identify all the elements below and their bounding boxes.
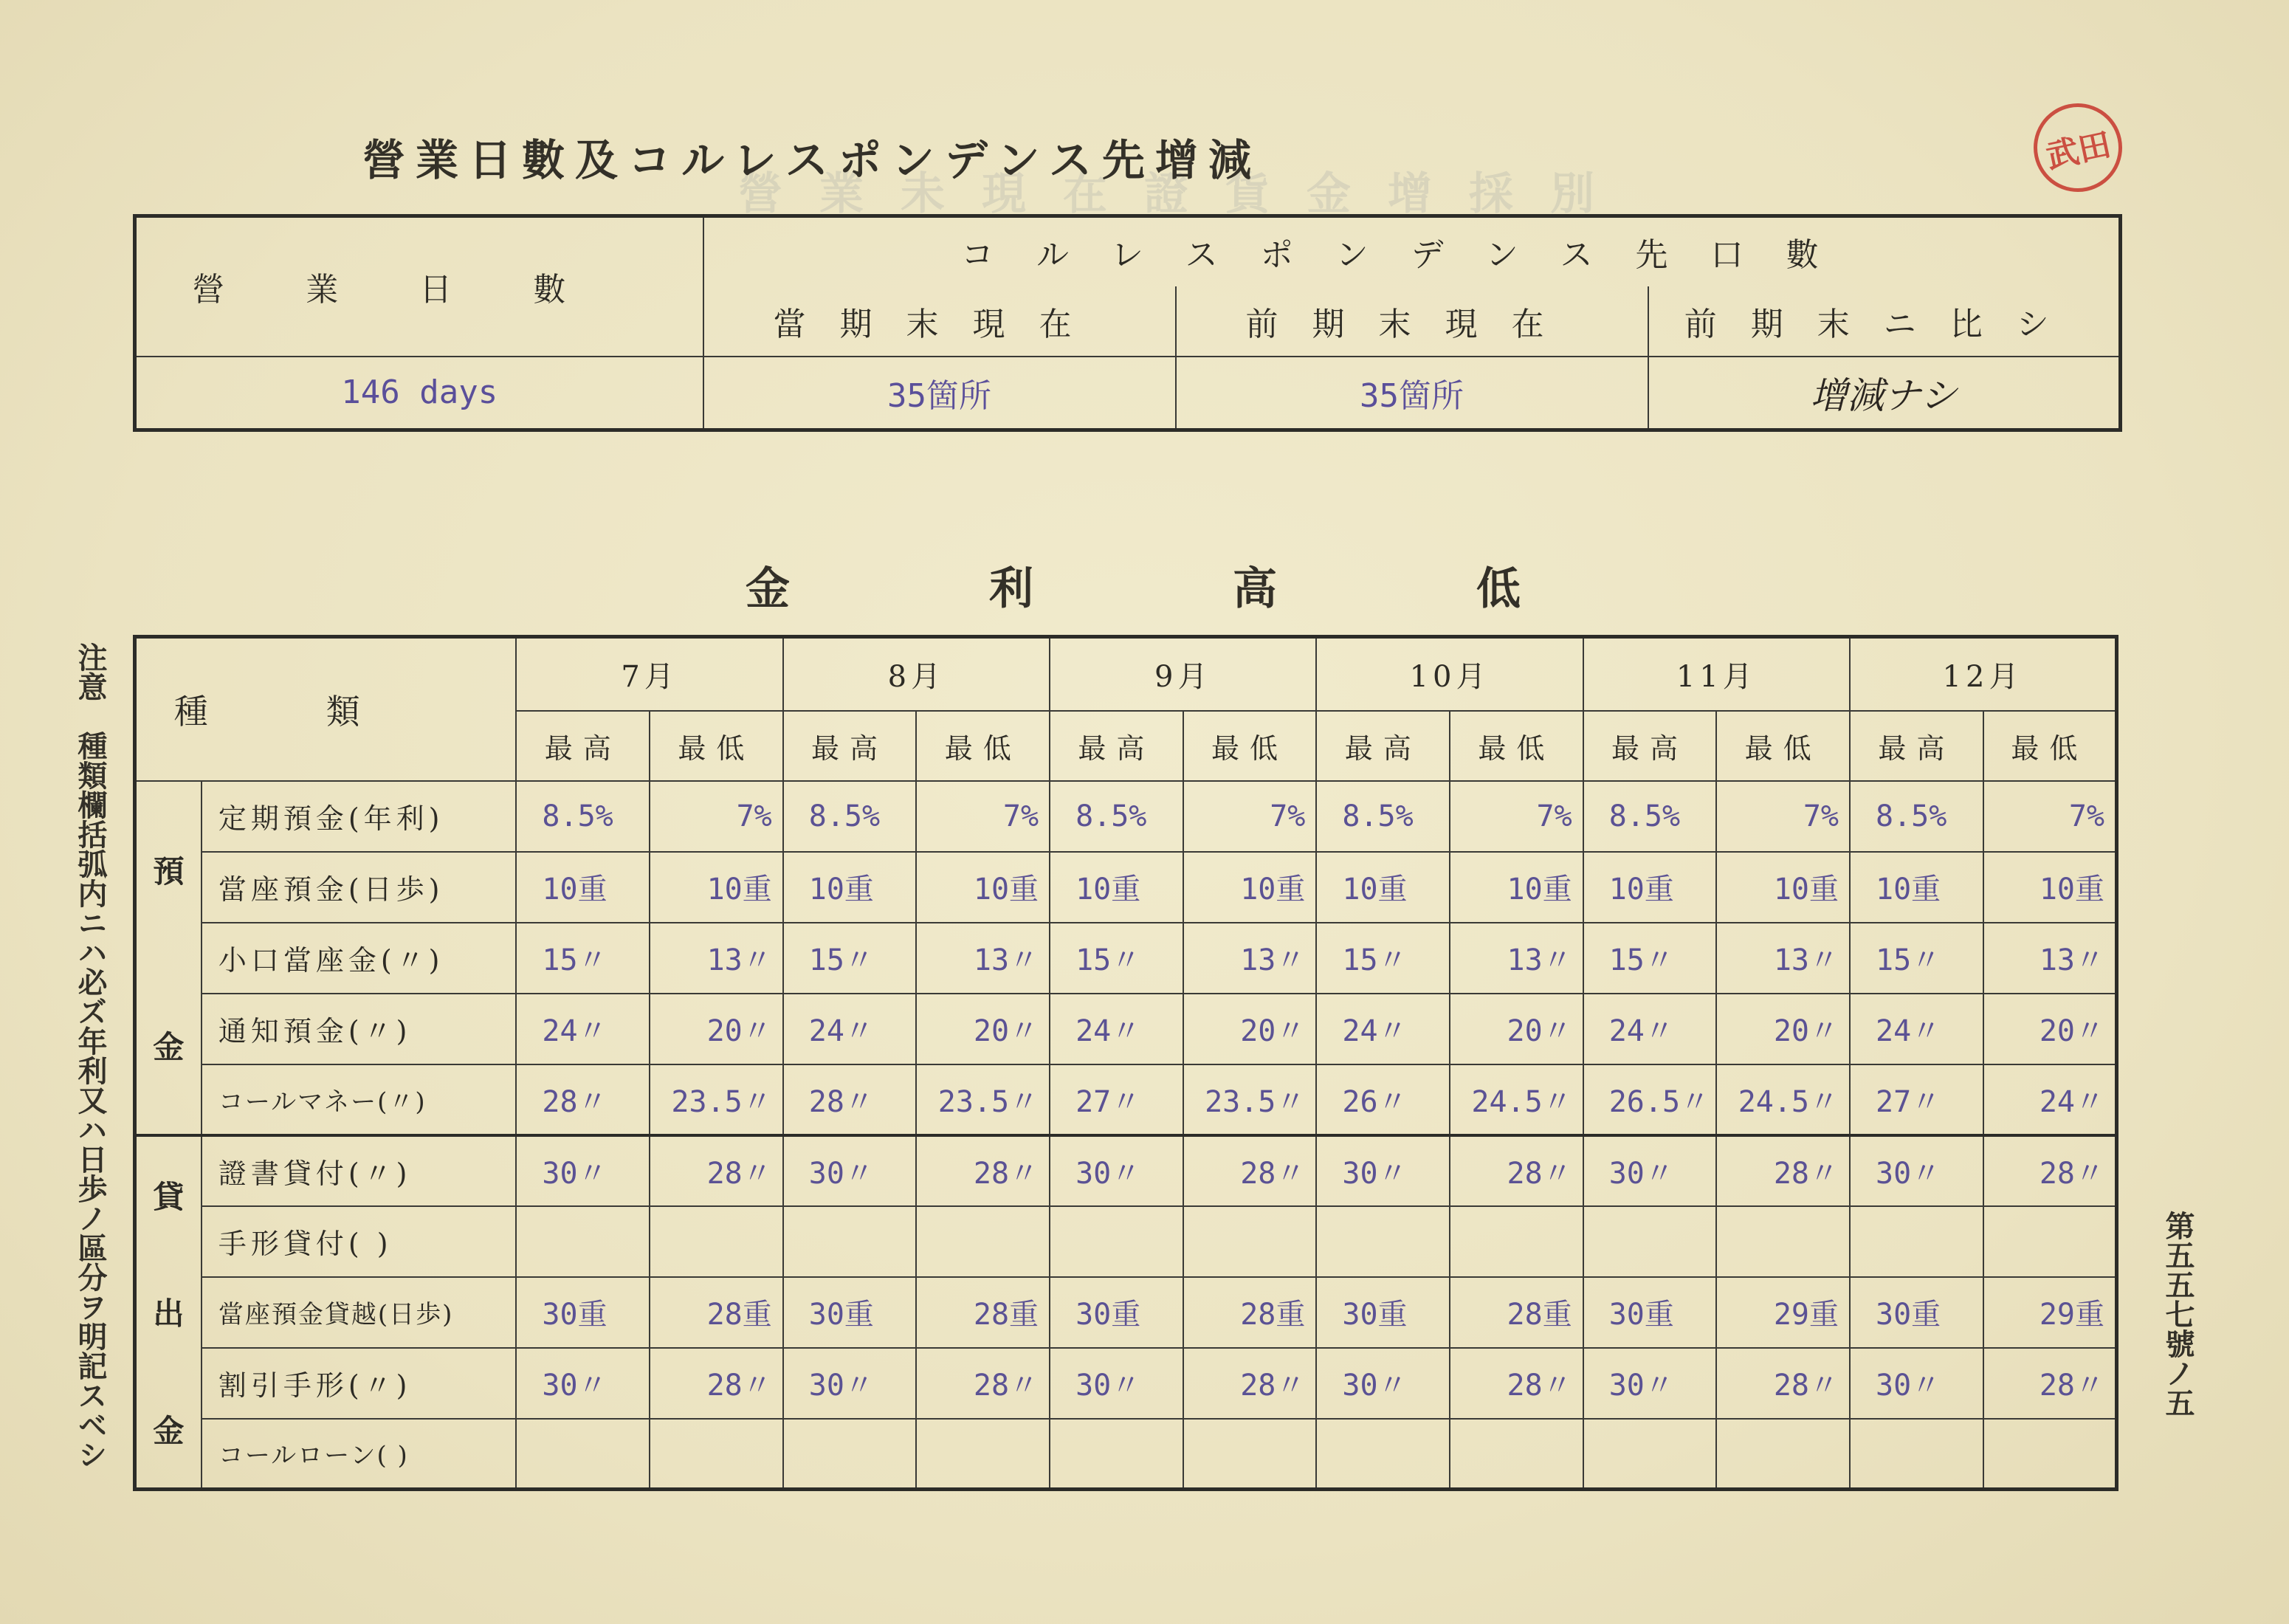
rate-high-value: 30重 bbox=[1316, 1277, 1450, 1348]
rate-high-value: 30〃 bbox=[516, 1135, 650, 1206]
rate-low-value: 24〃 bbox=[1983, 1064, 2117, 1135]
rate-row bbox=[135, 781, 2117, 852]
rate-low-value bbox=[1983, 1206, 2117, 1277]
rate-low-value: 7% bbox=[650, 781, 783, 852]
rate-low-value: 28〃 bbox=[1183, 1348, 1317, 1419]
rate-high-value: 30重 bbox=[783, 1277, 917, 1348]
rate-high-value: 8.5% bbox=[783, 781, 917, 852]
rate-low-value: 13〃 bbox=[916, 923, 1050, 994]
rate-high-value: 8.5% bbox=[1316, 781, 1450, 852]
high-label: 最高 bbox=[783, 711, 917, 781]
rate-low-value: 28重 bbox=[916, 1277, 1050, 1348]
rate-high-value bbox=[1316, 1206, 1450, 1277]
high-label: 最高 bbox=[1050, 711, 1183, 781]
business-days-header: 營業日數 bbox=[192, 271, 647, 309]
rate-high-value: 15〃 bbox=[1850, 923, 1983, 994]
low-label: 最低 bbox=[1183, 711, 1317, 781]
kind-header-cell bbox=[135, 637, 517, 781]
rate-low-value: 10重 bbox=[1183, 852, 1317, 923]
rate-low-value: 24.5〃 bbox=[1716, 1064, 1850, 1135]
rate-high-value: 8.5% bbox=[1583, 781, 1717, 852]
bleed-through-text: 營業未現在證貨金增採別 bbox=[738, 168, 1631, 220]
rate-kind: コールマネー(〃) bbox=[202, 1064, 517, 1135]
rate-low-value: 28〃 bbox=[1983, 1348, 2117, 1419]
rate-high-value: 30〃 bbox=[1316, 1348, 1450, 1419]
high-label: 最高 bbox=[1316, 711, 1450, 781]
rate-low-value bbox=[1983, 1419, 2117, 1490]
rate-low-value: 20〃 bbox=[1716, 994, 1850, 1064]
rate-high-value bbox=[1050, 1419, 1183, 1490]
rate-high-value: 24〃 bbox=[1850, 994, 1983, 1064]
rate-row bbox=[135, 1206, 2117, 1277]
rate-high-value: 10重 bbox=[1583, 852, 1717, 923]
correspondents-header-cell bbox=[703, 216, 2121, 286]
group-label-char: 金 bbox=[153, 1029, 185, 1066]
rate-low-value bbox=[650, 1206, 783, 1277]
rate-low-value bbox=[916, 1206, 1050, 1277]
rate-high-value: 27〃 bbox=[1050, 1064, 1183, 1135]
rate-low-value: 23.5〃 bbox=[1183, 1064, 1317, 1135]
rate-low-value: 13〃 bbox=[1450, 923, 1583, 994]
rate-kind: 證書貸付(〃) bbox=[202, 1135, 517, 1206]
rate-high-value: 30〃 bbox=[1583, 1135, 1717, 1206]
rate-high-value: 24〃 bbox=[516, 994, 650, 1064]
rate-high-value bbox=[1850, 1206, 1983, 1277]
business-days-value-cell bbox=[135, 357, 703, 430]
rate-low-value: 28〃 bbox=[650, 1348, 783, 1419]
high-label: 最高 bbox=[1583, 711, 1717, 781]
rates-title bbox=[746, 554, 1521, 617]
low-label: 最低 bbox=[1716, 711, 1850, 781]
rate-high-value bbox=[1050, 1206, 1183, 1277]
current-count-value: 35箇所 bbox=[887, 376, 991, 415]
rate-high-value bbox=[783, 1206, 917, 1277]
rate-low-value: 29重 bbox=[1716, 1277, 1850, 1348]
rate-row bbox=[135, 852, 2117, 923]
rate-low-value: 7% bbox=[1183, 781, 1317, 852]
rate-low-value: 28〃 bbox=[916, 1348, 1050, 1419]
rate-high-value bbox=[516, 1419, 650, 1490]
rate-low-value: 28〃 bbox=[1450, 1348, 1583, 1419]
rate-low-value: 28〃 bbox=[1716, 1348, 1850, 1419]
rate-high-value: 30重 bbox=[1050, 1277, 1183, 1348]
rate-high-value bbox=[1850, 1419, 1983, 1490]
rate-kind: 當座預金(日歩) bbox=[202, 852, 517, 923]
month-header: 10月 bbox=[1316, 637, 1583, 711]
rate-row bbox=[135, 1348, 2117, 1419]
rate-low-value: 24.5〃 bbox=[1450, 1064, 1583, 1135]
rate-high-value bbox=[783, 1419, 917, 1490]
rate-low-value: 20〃 bbox=[1983, 994, 2117, 1064]
rate-low-value: 7% bbox=[1716, 781, 1850, 852]
month-header: 7月 bbox=[516, 637, 782, 711]
rate-high-value: 10重 bbox=[516, 852, 650, 923]
rate-low-value: 28〃 bbox=[1450, 1135, 1583, 1206]
rate-high-value: 30〃 bbox=[783, 1135, 917, 1206]
low-label: 最低 bbox=[1450, 711, 1583, 781]
rate-high-value: 24〃 bbox=[1050, 994, 1183, 1064]
rate-low-value: 28〃 bbox=[1716, 1135, 1850, 1206]
rate-high-value: 24〃 bbox=[1583, 994, 1717, 1064]
rate-low-value: 28〃 bbox=[1983, 1135, 2117, 1206]
rate-high-value: 15〃 bbox=[1050, 923, 1183, 994]
rate-low-value: 10重 bbox=[1450, 852, 1583, 923]
page-title: 營業日數及コルレスポンデンス先增減 bbox=[362, 135, 1261, 185]
rate-kind: 割引手形(〃) bbox=[202, 1348, 517, 1419]
previous-count-value: 35箇所 bbox=[1360, 376, 1464, 415]
rate-high-value: 8.5% bbox=[516, 781, 650, 852]
rate-low-value bbox=[1450, 1419, 1583, 1490]
rate-high-value: 10重 bbox=[783, 852, 917, 923]
comparison-value: 增減ナシ bbox=[1810, 374, 1958, 417]
rate-low-value bbox=[1450, 1206, 1583, 1277]
rate-low-value: 10重 bbox=[916, 852, 1050, 923]
rates-title-char: 低 bbox=[1476, 563, 1521, 615]
footnote: 注意 種類欄括弧内ニハ必ズ年利又ハ日歩ノ區分ヲ明記スベシ bbox=[73, 642, 108, 1469]
rate-low-value: 7% bbox=[1983, 781, 2117, 852]
rate-high-value: 28〃 bbox=[516, 1064, 650, 1135]
rate-kind: 小口當座金(〃) bbox=[202, 923, 517, 994]
rate-row bbox=[135, 1135, 2117, 1206]
rate-high-value: 24〃 bbox=[783, 994, 917, 1064]
rate-high-value bbox=[516, 1206, 650, 1277]
rate-high-value: 10重 bbox=[1850, 852, 1983, 923]
rate-high-value: 10重 bbox=[1316, 852, 1450, 923]
rate-low-value: 23.5〃 bbox=[916, 1064, 1050, 1135]
business-days-header-cell bbox=[135, 216, 703, 357]
rate-row bbox=[135, 923, 2117, 994]
high-label: 最高 bbox=[516, 711, 650, 781]
previous-count-cell bbox=[1176, 357, 1648, 430]
rate-high-value: 8.5% bbox=[1850, 781, 1983, 852]
rate-low-value: 13〃 bbox=[1716, 923, 1850, 994]
low-label: 最低 bbox=[1983, 711, 2117, 781]
rate-row bbox=[135, 994, 2117, 1064]
rate-low-value: 10重 bbox=[650, 852, 783, 923]
rate-low-value: 13〃 bbox=[650, 923, 783, 994]
rate-high-value: 24〃 bbox=[1316, 994, 1450, 1064]
month-header: 8月 bbox=[783, 637, 1050, 711]
rate-row bbox=[135, 1064, 2117, 1135]
rate-row bbox=[135, 1419, 2117, 1490]
group-label-char: 金 bbox=[153, 1412, 185, 1449]
rate-high-value: 30重 bbox=[516, 1277, 650, 1348]
rate-high-value bbox=[1316, 1419, 1450, 1490]
rate-high-value: 30〃 bbox=[516, 1348, 650, 1419]
rate-low-value: 23.5〃 bbox=[650, 1064, 783, 1135]
rate-high-value: 30重 bbox=[1850, 1277, 1983, 1348]
rate-high-value: 8.5% bbox=[1050, 781, 1183, 852]
group-label-char: 預 bbox=[153, 853, 185, 890]
rate-high-value: 26〃 bbox=[1316, 1064, 1450, 1135]
comparison-cell bbox=[1648, 357, 2121, 430]
rate-kind: 當座預金貸越(日歩) bbox=[202, 1277, 517, 1348]
rate-high-value: 26.5〃 bbox=[1583, 1064, 1717, 1135]
rate-low-value: 7% bbox=[916, 781, 1050, 852]
group-label-cell bbox=[135, 1135, 202, 1490]
rate-high-value: 10重 bbox=[1050, 852, 1183, 923]
rate-row bbox=[135, 1277, 2117, 1348]
rate-high-value: 15〃 bbox=[1583, 923, 1717, 994]
rate-high-value: 30〃 bbox=[1850, 1348, 1983, 1419]
rate-low-value: 10重 bbox=[1716, 852, 1850, 923]
rate-kind: 通知預金(〃) bbox=[202, 994, 517, 1064]
rate-kind: コールローン( ) bbox=[202, 1419, 517, 1490]
rate-high-value: 30〃 bbox=[1850, 1135, 1983, 1206]
rate-low-value bbox=[1183, 1206, 1317, 1277]
seal-text: 武田 bbox=[2042, 125, 2115, 176]
rate-low-value: 28〃 bbox=[916, 1135, 1050, 1206]
rate-low-value: 28重 bbox=[1183, 1277, 1317, 1348]
business-days-table bbox=[133, 214, 2122, 432]
rate-low-value bbox=[1716, 1419, 1850, 1490]
rates-title-char: 利 bbox=[989, 563, 1033, 615]
rate-low-value: 10重 bbox=[1983, 852, 2117, 923]
rate-high-value: 30〃 bbox=[1050, 1348, 1183, 1419]
business-days-value: 146 days bbox=[341, 374, 498, 412]
rate-low-value: 28重 bbox=[650, 1277, 783, 1348]
rates-title-char: 高 bbox=[1233, 563, 1277, 615]
rate-high-value: 30重 bbox=[1583, 1277, 1717, 1348]
rate-high-value: 27〃 bbox=[1850, 1064, 1983, 1135]
kind-header: 種類 bbox=[173, 691, 478, 732]
rate-high-value bbox=[1583, 1206, 1717, 1277]
col-current-period: 當期末現在 bbox=[773, 305, 1106, 343]
month-header: 12月 bbox=[1850, 637, 2116, 711]
rate-high-value: 30〃 bbox=[1316, 1135, 1450, 1206]
rates-title-char: 金 bbox=[746, 563, 790, 615]
month-header: 11月 bbox=[1583, 637, 1850, 711]
group-label-char: 貸 bbox=[153, 1178, 185, 1215]
month-header: 9月 bbox=[1050, 637, 1316, 711]
low-label: 最低 bbox=[916, 711, 1050, 781]
form-number: 第五五七號ノ五 bbox=[2161, 1211, 2195, 1417]
rate-high-value: 30〃 bbox=[1050, 1135, 1183, 1206]
interest-rates-table bbox=[133, 635, 2118, 1491]
rate-low-value: 13〃 bbox=[1183, 923, 1317, 994]
rate-kind: 手形貸付( ) bbox=[202, 1206, 517, 1277]
group-label-cell bbox=[135, 781, 202, 1135]
col-previous-period: 前期末現在 bbox=[1245, 305, 1578, 343]
rate-low-value: 7% bbox=[1450, 781, 1583, 852]
correspondents-header: コルレスポンデンス先口數 bbox=[961, 236, 1862, 275]
current-count-cell bbox=[703, 357, 1176, 430]
rate-low-value: 28〃 bbox=[650, 1135, 783, 1206]
group-label-char: 出 bbox=[153, 1296, 185, 1332]
high-label: 最高 bbox=[1850, 711, 1983, 781]
rate-low-value: 29重 bbox=[1983, 1277, 2117, 1348]
rate-high-value: 30〃 bbox=[1583, 1348, 1717, 1419]
rate-low-value bbox=[650, 1419, 783, 1490]
col-comparison: 前期末ニ比シ bbox=[1684, 305, 2083, 343]
rate-low-value bbox=[1716, 1206, 1850, 1277]
rate-low-value: 20〃 bbox=[1450, 994, 1583, 1064]
rate-high-value: 28〃 bbox=[783, 1064, 917, 1135]
rate-low-value: 20〃 bbox=[916, 994, 1050, 1064]
rate-low-value: 13〃 bbox=[1983, 923, 2117, 994]
rate-high-value: 30〃 bbox=[783, 1348, 917, 1419]
rate-low-value: 20〃 bbox=[1183, 994, 1317, 1064]
rate-high-value bbox=[1583, 1419, 1717, 1490]
rate-low-value: 28〃 bbox=[1183, 1135, 1317, 1206]
rate-kind: 定期預金(年利) bbox=[202, 781, 517, 852]
rate-high-value: 15〃 bbox=[1316, 923, 1450, 994]
rate-low-value: 28重 bbox=[1450, 1277, 1583, 1348]
rate-high-value: 15〃 bbox=[516, 923, 650, 994]
low-label: 最低 bbox=[650, 711, 783, 781]
rate-low-value: 20〃 bbox=[650, 994, 783, 1064]
rate-high-value: 15〃 bbox=[783, 923, 917, 994]
rate-low-value bbox=[916, 1419, 1050, 1490]
rate-low-value bbox=[1183, 1419, 1317, 1490]
